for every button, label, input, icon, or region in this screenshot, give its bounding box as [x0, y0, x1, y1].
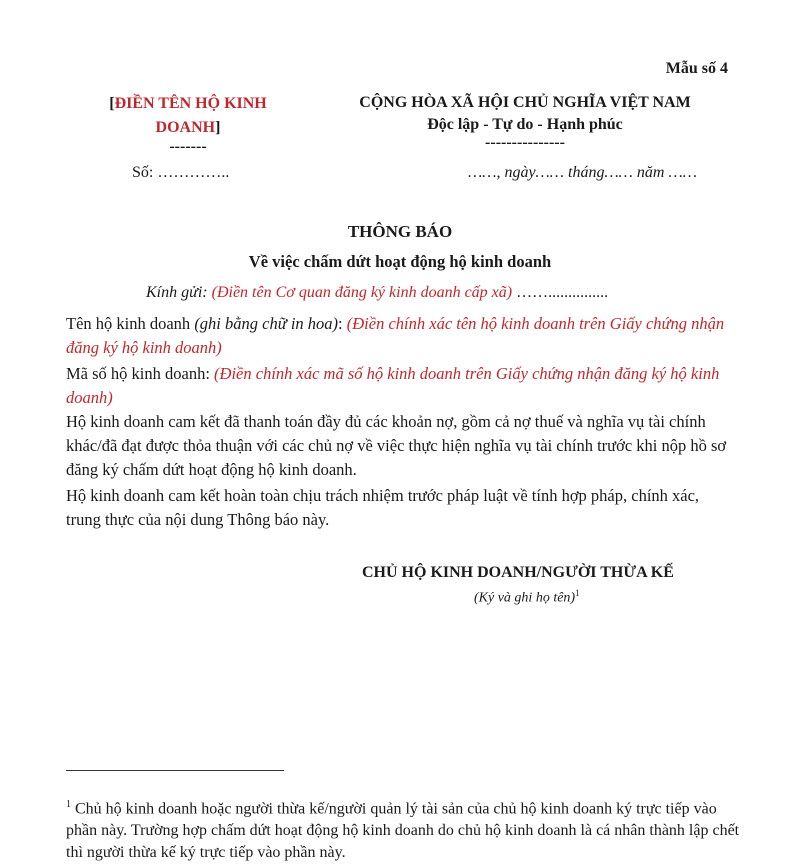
footnote-divider: [66, 770, 284, 771]
footnote: [66, 794, 746, 864]
signature-title: CHỦ HỘ KINH DOANH/NGƯỜI THỪA KẾ: [362, 564, 674, 581]
national-motto: Độc lập - Tự do - Hạnh phúc: [427, 116, 623, 133]
form-number: Mẫu số 4: [665, 60, 728, 77]
national-header: [330, 92, 720, 150]
recipient-dots: ……...............: [512, 284, 609, 301]
recipient-label: Kính gửi:: [146, 284, 212, 301]
country-name: CỘNG HÒA XÃ HỘI CHỦ NGHĨA VIỆT NAM: [359, 94, 691, 111]
business-name-field: Tên hộ kinh doanh (ghi bằng chữ in hoa): (Điền chính xác tên hộ kinh doanh trên Giấy chứng nhận đăng ký hộ kinh doanh): [66, 314, 725, 357]
recipient-placeholder: (Điền tên Cơ quan đăng ký kinh doanh cấp xã): [211, 284, 513, 301]
commitment-paragraph-2: Hộ kinh doanh cam kết hoàn toàn chịu trách nhiệm trước pháp luật về tính hợp pháp, chính xác, trung thực của nội dung Thông báo này.: [66, 486, 700, 529]
business-code-field: [66, 362, 736, 410]
business-name-field-placeholder: (Điền chính xác tên hộ kinh doanh trên Giấy chứng nhận đăng ký hộ kinh doanh): [66, 314, 725, 357]
business-name-label: Tên hộ kinh doanh: [66, 314, 195, 333]
document-number: Số: …………..: [132, 164, 230, 181]
footnote-number: 1: [66, 799, 71, 810]
business-code-label: Mã số hộ kinh doanh:: [66, 364, 215, 383]
footnote-text: Chủ hộ kinh doanh hoặc người thừa kế/người quản lý tài sản của chủ hộ kinh doanh ký trực tiếp vào phần này. Trường hợp chấm dứt hoạt động hộ kinh doanh do chủ hộ kinh doanh là cá nhân thành lập chết thì người thừa kế ký trực tiếp vào phần này.: [66, 800, 740, 862]
business-name-header: [78, 92, 298, 154]
footnote-marker: 1: [575, 588, 580, 598]
date-line: ……, ngày…… tháng…… năm ……: [468, 164, 697, 181]
left-header-divider: -------: [169, 138, 207, 155]
recipient-line: [146, 284, 608, 302]
page-subtitle: Về việc chấm dứt hoạt động hộ kinh doanh: [248, 252, 552, 271]
signature-hint: (Ký và ghi họ tên)$^1$: [474, 588, 580, 606]
business-name-hint: (ghi bằng chữ in hoa): [194, 314, 339, 333]
commitment-paragraph-1: Hộ kinh doanh cam kết đã thanh toán đầy đủ các khoản nợ, gồm cả nợ thuế và nghĩa vụ tài chính khác/đã đạt được thỏa thuận với các chủ nợ về việc thực hiện nghĩa vụ tài chính trước khi nộp hồ sơ đăng ký chấm dứt hoạt động hộ kinh doanh.: [66, 412, 727, 479]
page-title: THÔNG BÁO: [347, 222, 453, 241]
business-code-placeholder: (Điền chính xác mã số hộ kinh doanh trên Giấy chứng nhận đăng ký hộ kinh doanh): [66, 364, 720, 407]
business-name-placeholder: [ĐIỀN TÊN HỘ KINH DOANH]: [109, 95, 267, 136]
national-header-divider: ---------------: [485, 134, 565, 151]
